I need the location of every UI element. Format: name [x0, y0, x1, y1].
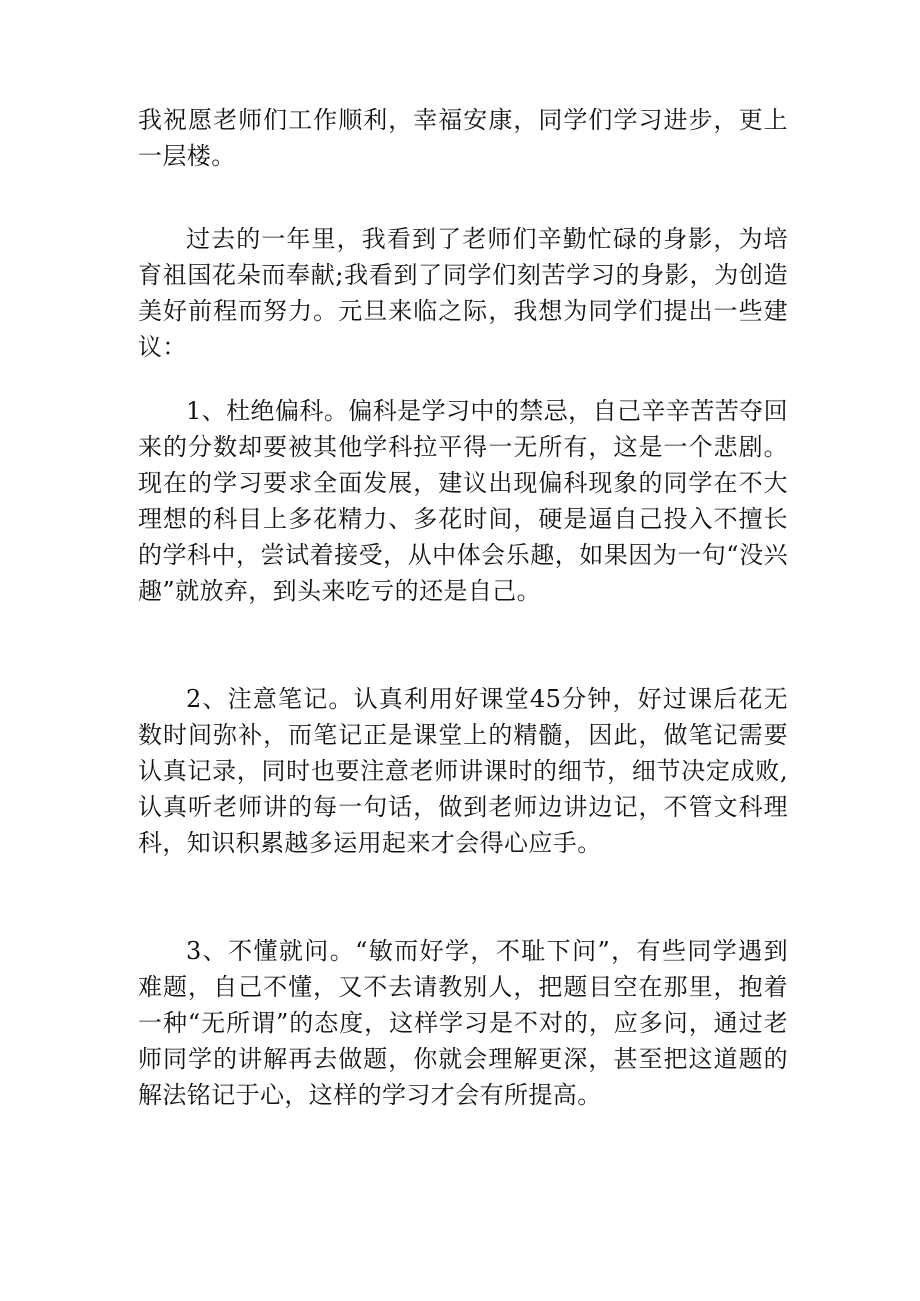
- paragraph-suggestion-2: 2、注意笔记。认真利用好课堂45分钟，好过课后花无数时间弥补，而笔记正是课堂上的精髓，因此，做笔记需要认真记录，同时也要注意老师讲课时的细节，细节决定成败,认真听老师讲的每一句话，做到老师边讲边记，不管文科理科，知识积累越多运用起来才会得心应手。: [138, 685, 788, 857]
- paragraph-wishes: 我祝愿老师们工作顺利，幸福安康，同学们学习进步，更上一层楼。: [138, 106, 788, 170]
- paragraph-suggestion-1: 1、杜绝偏科。偏科是学习中的禁忌，自己辛辛苦苦夺回来的分数却要被其他学科拉平得一无所有，这是一个悲剧。现在的学习要求全面发展，建议出现偏科现象的同学在不大理想的科目上多花精力、多花时间，硬是逼自己投入不擅长的学科中，尝试着接受，从中体会乐趣，如果因为一句“没兴趣”就放弃，到头来吃亏的还是自己。: [138, 397, 788, 605]
- paragraph-past-year: 过去的一年里，我看到了老师们辛勤忙碌的身影，为培育祖国花朵而奉献;我看到了同学们刻苦学习的身影，为创造美好前程而努力。元旦来临之际，我想为同学们提出一些建议：: [138, 225, 788, 361]
- paragraph-suggestion-3: 3、不懂就问。“敏而好学，不耻下问”，有些同学遇到难题，自己不懂，又不去请教别人，把题目空在那里，抱着一种“无所谓”的态度，这样学习是不对的，应多问，通过老师同学的讲解再去做题，你就会理解更深，甚至把这道题的解法铭记于心，这样的学习才会有所提高。: [138, 937, 788, 1109]
